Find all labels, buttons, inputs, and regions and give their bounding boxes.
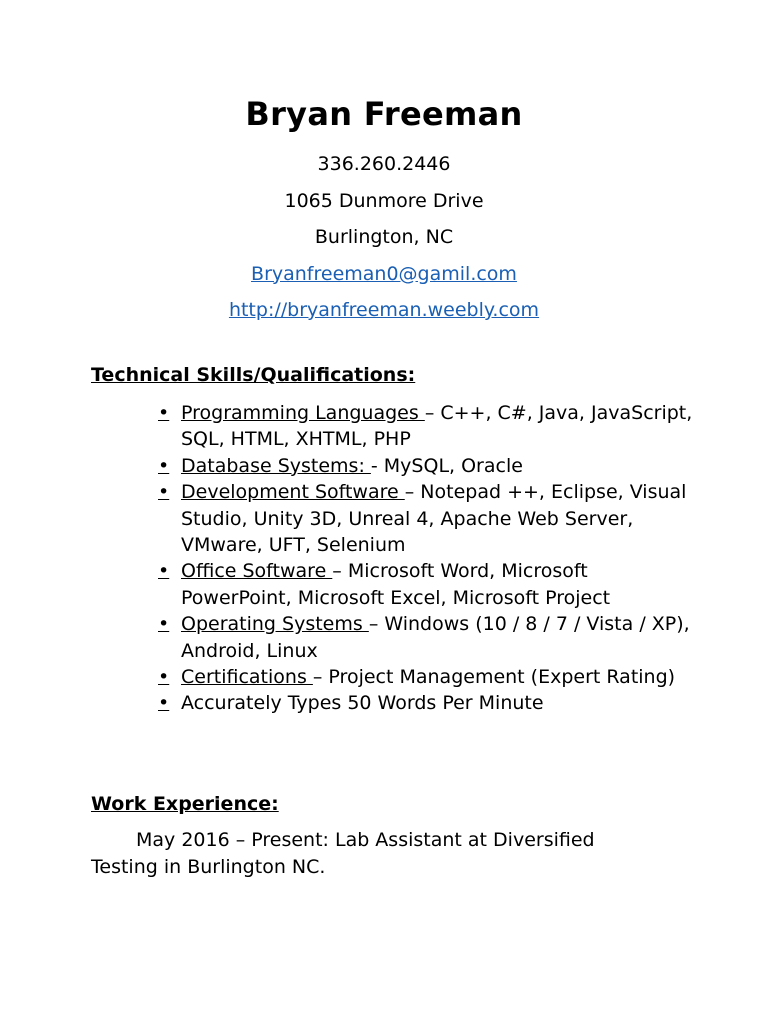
email-link[interactable]: Bryanfreeman0@gamil.com <box>251 262 517 285</box>
bullet-icon: • <box>158 613 170 636</box>
candidate-name: Bryan Freeman <box>245 95 523 133</box>
skill-item-certifications <box>158 664 698 690</box>
skill-label: Certifications <box>181 666 313 689</box>
skills-heading: Technical Skills/Qualifications: <box>91 364 416 386</box>
work-heading: Work Experience: <box>91 793 279 815</box>
skill-label: Development Software <box>181 481 405 504</box>
skill-item-typing-speed <box>158 690 698 716</box>
work-entry: May 2016 – Present: Lab Assistant at Diversified Testing in Burlington NC. <box>91 829 595 878</box>
bullet-icon: • <box>158 692 170 715</box>
bullet-icon: • <box>158 454 170 477</box>
bullet-icon: • <box>158 560 170 583</box>
skill-label: Operating Systems <box>181 613 369 636</box>
skill-item-programming-languages <box>158 400 698 453</box>
city-state: Burlington, NC <box>314 226 454 248</box>
skill-label: Database Systems: <box>181 454 371 477</box>
skill-label: Programming Languages <box>181 402 425 424</box>
bullet-icon: • <box>158 402 170 424</box>
skills-list <box>158 400 698 717</box>
skill-text: Accurately Types 50 Words Per Minute <box>181 692 544 715</box>
phone-number: 336.260.2446 <box>317 153 451 175</box>
skill-text: – Notepad ++, Eclipse, Visual Studio, Unity 3D, Unreal 4, Apache Web Server, VMware, UFT, Selenium <box>181 481 687 557</box>
street-address: 1065 Dunmore Drive <box>284 189 484 212</box>
website-link[interactable]: http://bryanfreeman.weebly.com <box>228 299 540 321</box>
bullet-icon: • <box>158 481 170 504</box>
contact-header <box>0 92 768 329</box>
skill-item-operating-systems <box>158 611 698 664</box>
skill-item-development-software <box>158 479 698 558</box>
skill-text: – Windows (10 / 8 / 7 / Vista / XP), Android, Linux <box>181 613 690 662</box>
skill-label: Office Software <box>181 560 333 583</box>
skill-text: - MySQL, Oracle <box>370 454 523 477</box>
bullet-icon: • <box>158 666 170 689</box>
skill-item-office-software <box>158 558 698 611</box>
skill-text: – C++, C#, Java, JavaScript, SQL, HTML, XHTML, PHP <box>181 402 693 451</box>
skill-item-database-systems <box>158 453 698 479</box>
skill-text: – Project Management (Expert Rating) <box>312 666 676 689</box>
skill-text: – Microsoft Word, Microsoft PowerPoint, Microsoft Excel, Microsoft Project <box>181 560 611 609</box>
